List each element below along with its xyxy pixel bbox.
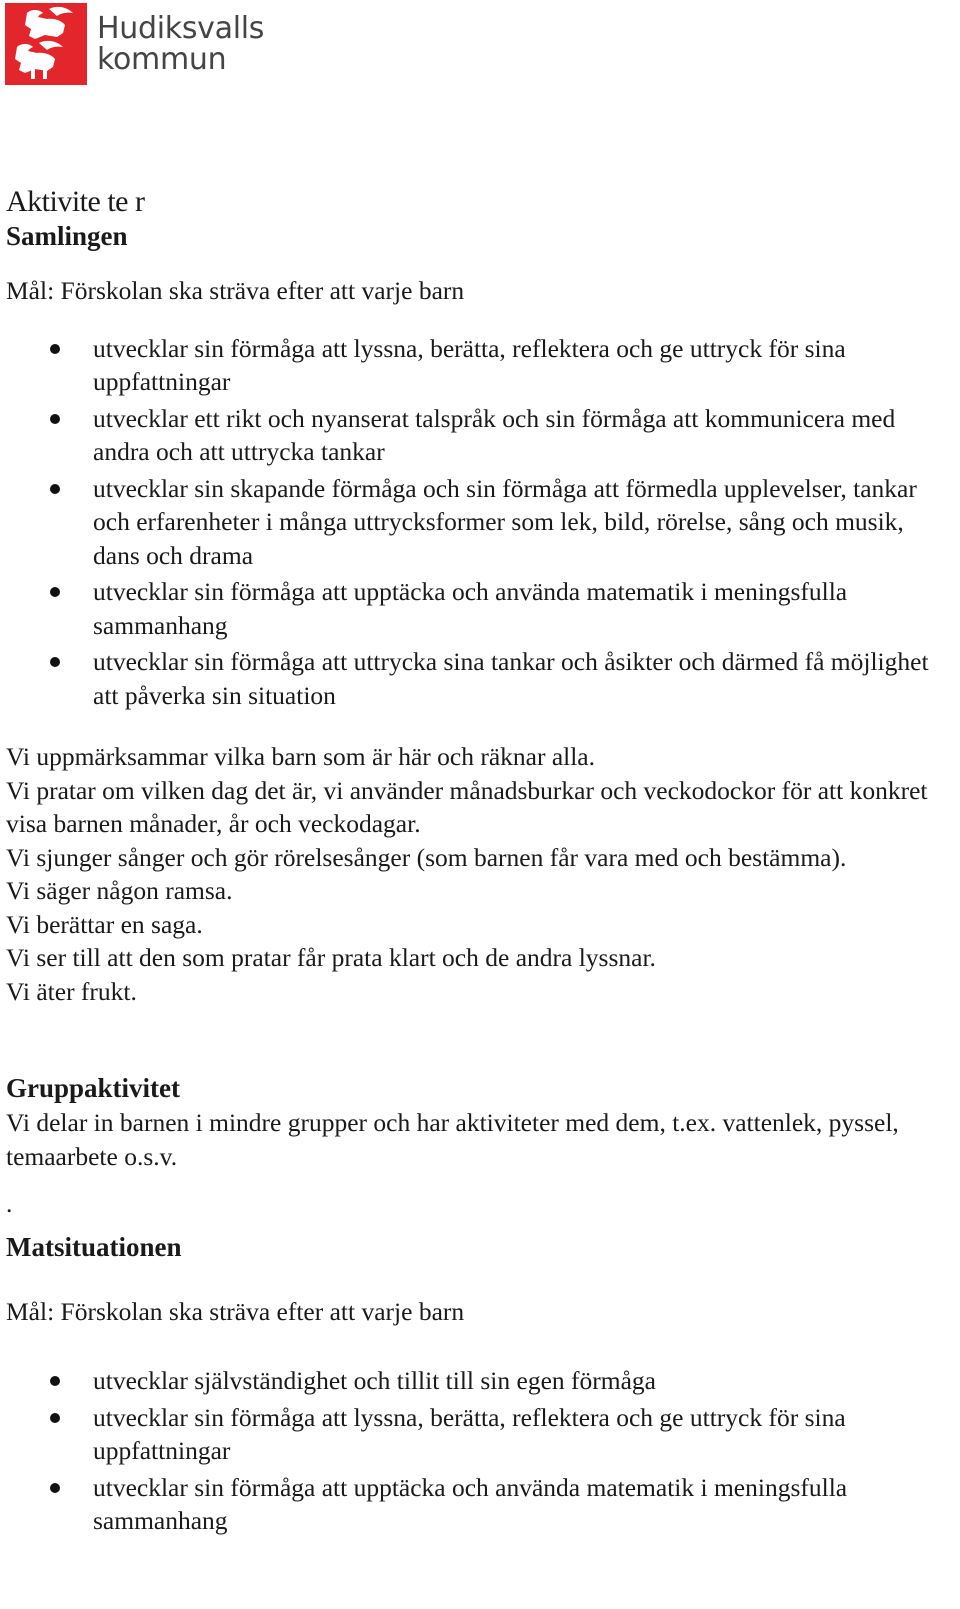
page-title: Aktivite te r: [6, 185, 145, 218]
list-item: [6, 402, 951, 469]
list-item: [6, 472, 951, 573]
goat-emblem-icon: [5, 3, 87, 85]
activity-paragraph: Vi ser till att den som pratar får prata klart och de andra lyssnar.: [6, 943, 656, 972]
activity-paragraph: Vi sjunger sånger och gör rörelsesånger (som barnen får vara med och bestämma).: [6, 842, 847, 872]
samlingen-goal-intro: Mål: Förskolan ska sträva efter att varje barn: [6, 276, 465, 305]
gruppaktivitet-text: Vi delar in barnen i mindre grupper och har aktiviteter med dem, t.ex. vattenlek, pyssel, temaarbete o.s.v.: [6, 1108, 899, 1171]
list-item: [6, 332, 951, 399]
document-body: [6, 180, 951, 1541]
samlingen-activities: [6, 740, 951, 1008]
bullet-icon: [50, 484, 60, 494]
bullet-icon: [50, 1376, 60, 1386]
bullet-icon: [50, 1483, 60, 1493]
bullet-icon: [50, 657, 60, 667]
list-item: [6, 575, 951, 642]
matsituationen-goals-list: [6, 1364, 951, 1538]
list-item-text: utvecklar sin förmåga att upptäcka och använda matematik i meningsfulla sammanhang: [93, 1472, 848, 1535]
list-item: [6, 1364, 951, 1398]
heading-matsituationen: Matsituationen: [6, 1231, 182, 1262]
list-item-text: utvecklar sin förmåga att lyssna, berätta, reflektera och ge uttryck för sina uppfattningar: [93, 1402, 846, 1465]
hudiksvall-logo: [5, 3, 264, 85]
list-item: [6, 645, 951, 712]
activity-paragraph: Vi pratar om vilken dag det är, vi använder månadsburkar och veckodockor för att konkret visa barnen månader, år och veckodagar.: [6, 775, 928, 838]
heading-samlingen: Samlingen: [6, 221, 128, 251]
samlingen-goals-list: [6, 332, 951, 713]
gruppaktivitet-dot: .: [6, 1189, 13, 1218]
activity-paragraph: Vi berättar en saga.: [6, 909, 203, 939]
activity-paragraph: Vi uppmärksammar vilka barn som är här och räknar alla.: [6, 742, 596, 771]
logo-wordmark: [97, 13, 264, 75]
logo-line-1: Hudiksvalls: [97, 11, 265, 46]
list-item-text: utvecklar sin skapande förmåga och sin förmåga att förmedla upplevelser, tankar och erfarenheter i många uttrycksformer som lek, bild, rörelse, sång och musik, dans och drama: [93, 473, 917, 570]
list-item: [6, 1471, 951, 1538]
list-item-text: utvecklar ett rikt och nyanserat talspråk och sin förmåga att kommunicera med andra och att uttrycka tankar: [93, 403, 896, 466]
list-item: [6, 1401, 951, 1468]
bullet-icon: [50, 1413, 60, 1423]
list-item-text: utvecklar sin förmåga att lyssna, berätta, reflektera och ge uttryck för sina uppfattningar: [93, 333, 846, 396]
activity-paragraph: Vi äter frukt.: [6, 976, 137, 1006]
matsituationen-goal-intro: Mål: Förskolan ska sträva efter att varje barn: [6, 1296, 465, 1326]
bullet-icon: [50, 414, 60, 424]
list-item-text: utvecklar sin förmåga att upptäcka och använda matematik i meningsfulla sammanhang: [93, 577, 848, 640]
bullet-icon: [50, 587, 60, 597]
logo-line-2: kommun: [97, 42, 227, 77]
activity-paragraph: Vi säger någon ramsa.: [6, 876, 233, 905]
heading-gruppaktivitet: Gruppaktivitet: [6, 1073, 181, 1103]
bullet-icon: [50, 344, 60, 354]
list-item-text: utvecklar sin förmåga att uttrycka sina tankar och åsikter och därmed få möjlighet att påverka sin situation: [93, 647, 929, 710]
list-item-text: utvecklar självständighet och tillit till sin egen förmåga: [93, 1366, 656, 1395]
